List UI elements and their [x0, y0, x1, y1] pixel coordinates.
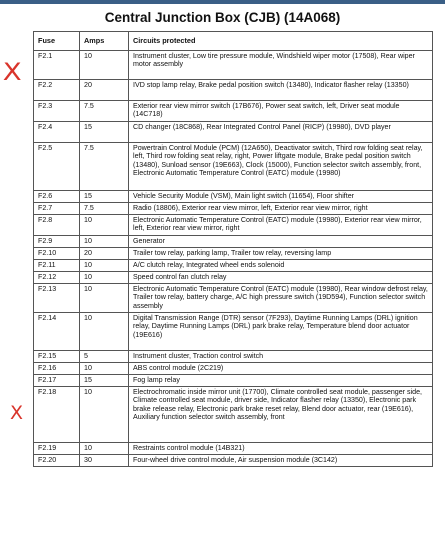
fuse-cell: F2.7	[34, 203, 80, 215]
table-row	[34, 284, 433, 313]
table-row	[34, 215, 433, 236]
circuits-cell: Instrument cluster, Low tire pressure module, Windshield wiper motor (17508), Rear wiper motor assembly	[129, 51, 433, 80]
table-row	[34, 203, 433, 215]
circuits-cell: Speed control fan clutch relay	[129, 272, 433, 284]
circuits-cell: Restraints control module (14B321)	[129, 443, 433, 455]
fuse-cell: F2.5	[34, 143, 80, 191]
fuse-cell: F2.17	[34, 375, 80, 387]
amps-cell: 20	[80, 80, 129, 101]
amps-cell: 10	[80, 236, 129, 248]
table-row	[34, 236, 433, 248]
table-row	[34, 122, 433, 143]
column-header-fuse: Fuse	[34, 32, 80, 51]
amps-cell: 10	[80, 260, 129, 272]
fuse-cell: F2.3	[34, 101, 80, 122]
fuse-cell: F2.13	[34, 284, 80, 313]
fuse-cell: F2.15	[34, 351, 80, 363]
amps-cell: 10	[80, 387, 129, 443]
circuits-cell: Vehicle Security Module (VSM), Main light switch (11654), Floor shifter	[129, 191, 433, 203]
amps-cell: 10	[80, 363, 129, 375]
page-title: Central Junction Box (CJB) (14A068)	[104, 10, 341, 25]
circuits-cell: IVD stop lamp relay, Brake pedal position switch (13480), Indicator flasher relay (13350)	[129, 80, 433, 101]
fuse-cell: F2.14	[34, 313, 80, 351]
table-row	[34, 80, 433, 101]
annotation-x-mark: X	[2, 58, 22, 86]
circuits-cell: Four-wheel drive control module, Air suspension module (3C142)	[129, 455, 433, 467]
fuse-cell: F2.1	[34, 51, 80, 80]
circuits-cell: Generator	[129, 236, 433, 248]
circuits-cell: Instrument cluster, Traction control switch	[129, 351, 433, 363]
fuse-cell: F2.20	[34, 455, 80, 467]
circuits-cell: ABS control module (2C219)	[129, 363, 433, 375]
fuse-cell: F2.10	[34, 248, 80, 260]
fuse-cell: F2.6	[34, 191, 80, 203]
fuse-cell: F2.19	[34, 443, 80, 455]
column-header-circuits: Circuits protected	[129, 32, 433, 51]
fuse-cell: F2.18	[34, 387, 80, 443]
table-row	[34, 248, 433, 260]
table-row	[34, 313, 433, 351]
fuse-cell: F2.12	[34, 272, 80, 284]
fuse-table	[33, 31, 433, 467]
table-row	[34, 443, 433, 455]
amps-cell: 7.5	[80, 101, 129, 122]
amps-cell: 7.5	[80, 203, 129, 215]
table-row	[34, 272, 433, 284]
amps-cell: 10	[80, 272, 129, 284]
circuits-cell: Exterior rear view mirror switch (17B676), Power seat switch, left, Driver seat module (14C718)	[129, 101, 433, 122]
circuits-cell: Fog lamp relay	[129, 375, 433, 387]
circuits-cell: Digital Transmission Range (DTR) sensor (7F293), Daytime Running Lamps (DRL) ignition relay, Daytime Running Lamps (DRL) park brake relay, Temperature blend door actuator (19E616)	[129, 313, 433, 351]
amps-cell: 15	[80, 122, 129, 143]
amps-cell: 5	[80, 351, 129, 363]
circuits-cell: A/C clutch relay, Integrated wheel ends solenoid	[129, 260, 433, 272]
table-header-row	[34, 32, 433, 51]
fuse-cell: F2.2	[34, 80, 80, 101]
fuse-cell: F2.11	[34, 260, 80, 272]
table-row	[34, 101, 433, 122]
table-row	[34, 387, 433, 443]
amps-cell: 10	[80, 51, 129, 80]
circuits-cell: Trailer tow relay, parking lamp, Trailer tow relay, reversing lamp	[129, 248, 433, 260]
amps-cell: 10	[80, 313, 129, 351]
amps-cell: 30	[80, 455, 129, 467]
column-header-amps: Amps	[80, 32, 129, 51]
top-border-bar	[0, 0, 445, 4]
table-row	[34, 363, 433, 375]
circuits-cell: Radio (18806), Exterior rear view mirror, left, Exterior rear view mirror, right	[129, 203, 433, 215]
table-row	[34, 375, 433, 387]
table-row	[34, 455, 433, 467]
fuse-cell: F2.9	[34, 236, 80, 248]
table-row	[34, 143, 433, 191]
table-row	[34, 351, 433, 363]
table-row	[34, 260, 433, 272]
circuits-cell: CD changer (18C868), Rear Integrated Control Panel (RICP) (19980), DVD player	[129, 122, 433, 143]
circuits-cell: Electronic Automatic Temperature Control (EATC) module (19980), Exterior rear view mirror, left, Exterior rear view mirror, right	[129, 215, 433, 236]
annotation-x-mark: X	[10, 402, 24, 424]
amps-cell: 7.5	[80, 143, 129, 191]
amps-cell: 15	[80, 375, 129, 387]
table-row	[34, 51, 433, 80]
amps-cell: 15	[80, 191, 129, 203]
amps-cell: 10	[80, 443, 129, 455]
circuits-cell: Electronic Automatic Temperature Control (EATC) module (19980), Rear window defrost relay, Trailer tow relay, battery charge, A/C high pressure switch (19D594), Function selector switch assembly	[129, 284, 433, 313]
table-row	[34, 191, 433, 203]
amps-cell: 10	[80, 215, 129, 236]
fuse-cell: F2.8	[34, 215, 80, 236]
amps-cell: 20	[80, 248, 129, 260]
fuse-cell: F2.16	[34, 363, 80, 375]
amps-cell: 10	[80, 284, 129, 313]
circuits-cell: Electrochromatic inside mirror unit (17700), Climate controlled seat module, passenger side, Climate controlled seat module, driver side, Indicator flasher relay (13350), Electronic park brake release relay, Electronic park brake reset relay, Blend door actuator, rear (19E616), Auxiliary function selector switch assembly, front	[129, 387, 433, 443]
circuits-cell: Powertrain Control Module (PCM) (12A650), Deactivator switch, Third row folding seat relay, left, Third row folding seat relay, right, Power liftgate module, Brake pedal position switch (13480), Sunload sensor (19E663), Clock (15000), Function selector switch assembly, front, Electronic Automatic Temperature Control (EATC) module (19980)	[129, 143, 433, 191]
fuse-cell: F2.4	[34, 122, 80, 143]
